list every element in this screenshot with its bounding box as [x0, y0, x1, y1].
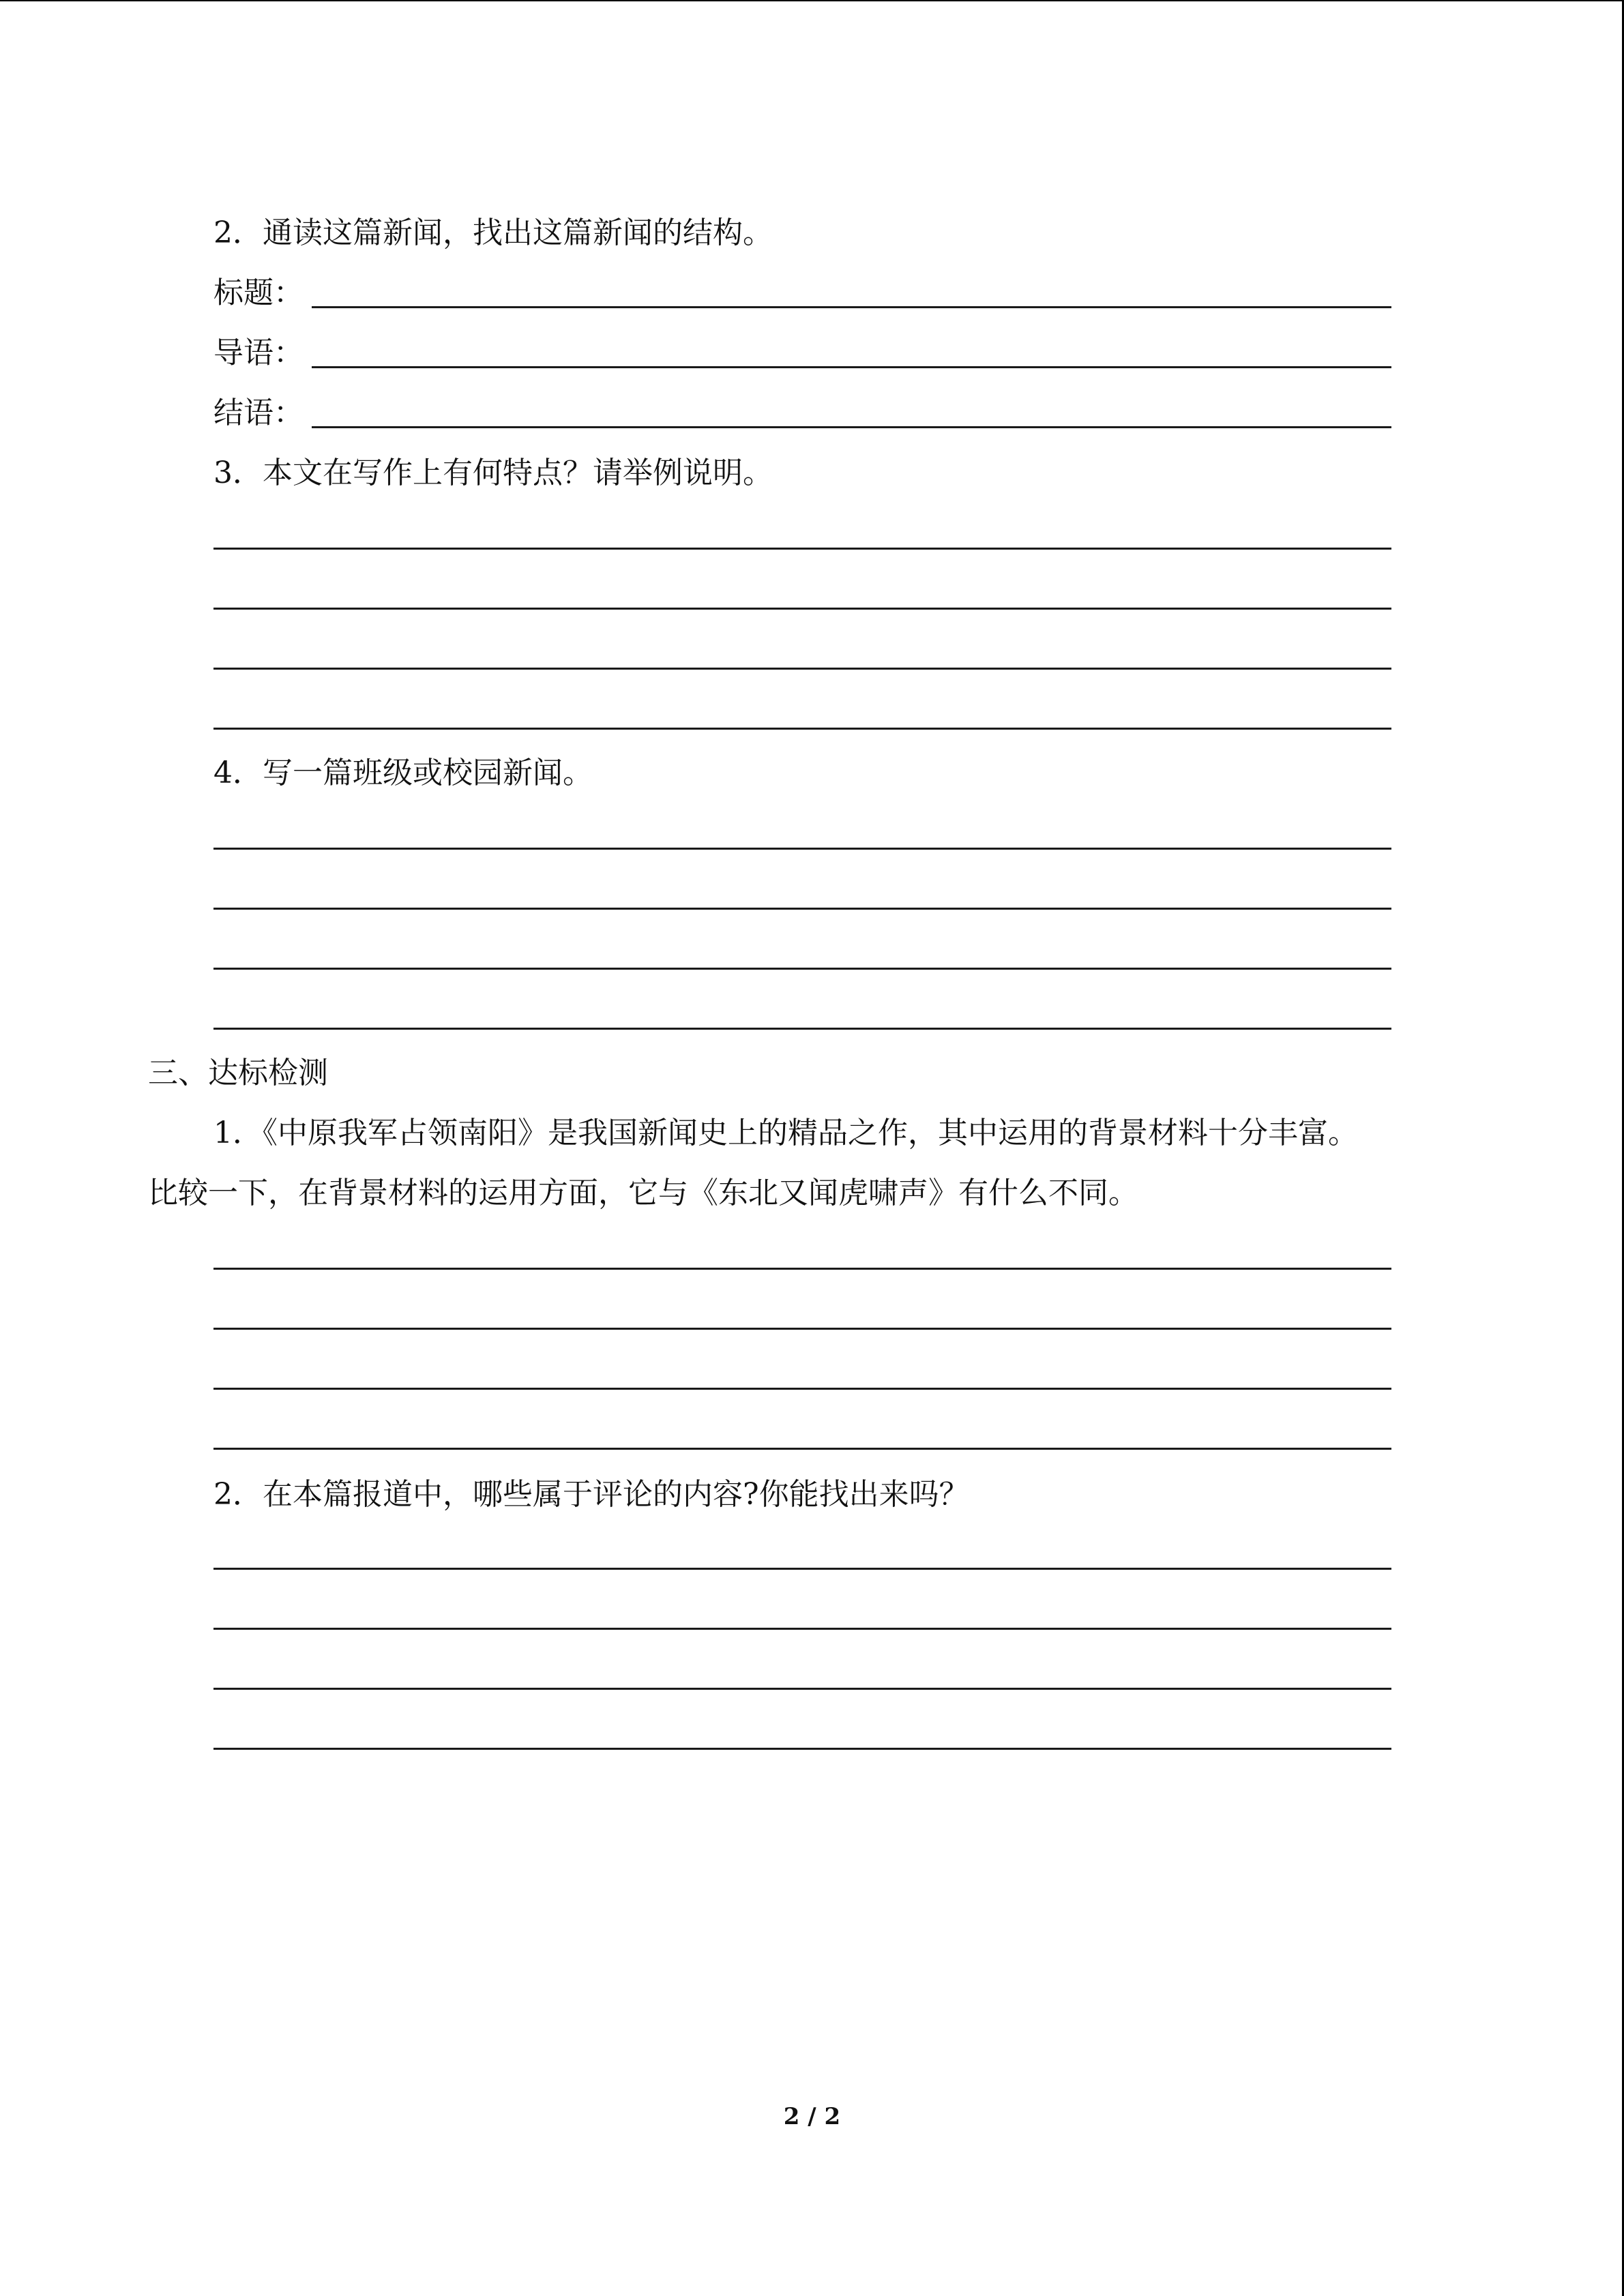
answer-line[interactable] — [213, 908, 1391, 910]
answer-line[interactable] — [213, 1628, 1391, 1630]
question-2-prompt: 2．通读这篇新闻，找出这篇新闻的结构。 — [213, 215, 773, 250]
answer-line[interactable] — [213, 1328, 1391, 1330]
answer-line[interactable] — [213, 1568, 1391, 1570]
answer-line[interactable] — [213, 728, 1391, 730]
page-number: 2 / 2 — [783, 2103, 841, 2130]
answer-line[interactable] — [213, 1028, 1391, 1030]
answer-line[interactable] — [213, 548, 1391, 550]
section-3-heading: 三、达标检测 — [148, 1056, 328, 1090]
section-3-question-2-prompt: 2．在本篇报道中，哪些属于评论的内容?你能找出来吗？ — [213, 1477, 969, 1512]
question-3-prompt: 3．本文在写作上有何特点？请举例说明。 — [213, 456, 773, 490]
field-label-title: 标题： — [213, 275, 304, 310]
top-border — [0, 0, 1624, 1]
section-3-question-1-line-2: 比较一下，在背景材料的运用方面，它与《东北又闻虎啸声》有什么不同。 — [148, 1176, 1138, 1210]
answer-line-title[interactable] — [312, 306, 1391, 308]
section-3-question-1-line-1: 1．《中原我军占领南阳》是我国新闻史上的精品之作，其中运用的背景材料十分丰富。 — [213, 1116, 1358, 1150]
answer-line[interactable] — [213, 1448, 1391, 1450]
answer-line[interactable] — [213, 968, 1391, 970]
answer-line[interactable] — [213, 1748, 1391, 1750]
answer-line-conclusion[interactable] — [312, 426, 1391, 428]
question-4-prompt: 4．写一篇班级或校园新闻。 — [213, 756, 593, 790]
field-label-lead: 导语： — [213, 336, 304, 370]
answer-line[interactable] — [213, 608, 1391, 610]
answer-line[interactable] — [213, 1688, 1391, 1690]
field-label-conclusion: 结语： — [213, 396, 304, 430]
answer-line[interactable] — [213, 1268, 1391, 1270]
answer-line-lead[interactable] — [312, 366, 1391, 368]
answer-line[interactable] — [213, 848, 1391, 850]
answer-line[interactable] — [213, 668, 1391, 670]
answer-line[interactable] — [213, 1388, 1391, 1390]
